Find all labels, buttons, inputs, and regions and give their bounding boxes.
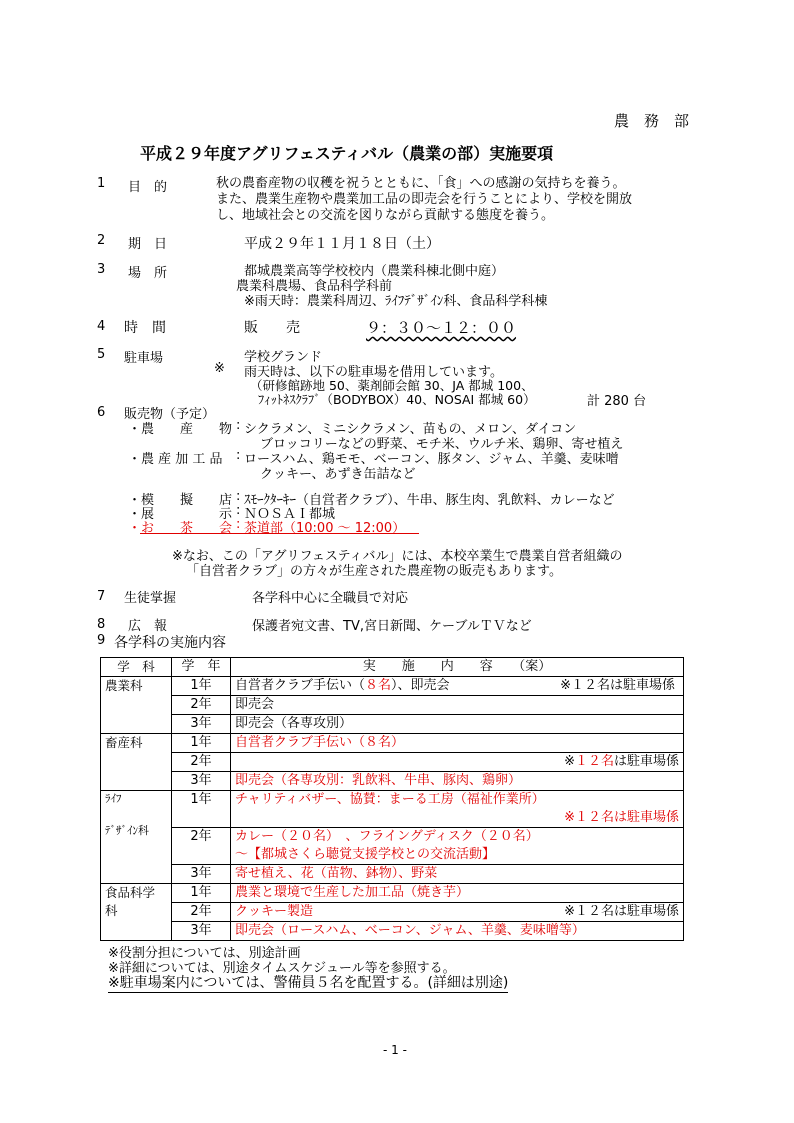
s5-lots1: （研修館跡地 50、薬剤師会館 30、JA 都城 100、 bbox=[250, 378, 534, 393]
s6-colon: : bbox=[236, 517, 241, 532]
content-cell: 即売会 bbox=[231, 696, 684, 715]
s1-num: 1 bbox=[97, 176, 106, 191]
s8-num: 8 bbox=[97, 617, 106, 632]
header-content: 実 施 内 容 （案） bbox=[231, 658, 684, 677]
dept-livestock: 畜産科 bbox=[101, 734, 172, 791]
year-cell: 1年 bbox=[172, 734, 231, 753]
s6-item-value: ｽﾓｰｸﾀｰｷｰ（自営者クラブ）、牛串、豚生肉、乳飲料、カレーなど bbox=[244, 493, 615, 508]
s9-num: 9 bbox=[97, 633, 106, 648]
s3-label: 場 所 bbox=[128, 266, 168, 281]
s6-item-value: ＮＯＳＡＩ都城 bbox=[244, 507, 336, 522]
table-row bbox=[101, 772, 684, 791]
year-cell: 1年 bbox=[172, 677, 231, 696]
content-cell: 即売会（ロースハム、ベーコン、ジャム、羊羹、麦味噌等） bbox=[231, 922, 684, 941]
s6-tea-name: お 茶 会 bbox=[141, 521, 233, 536]
year-cell: 2年 bbox=[172, 903, 231, 922]
s4-label: 時 間 bbox=[124, 320, 166, 336]
s8-value: 保護者宛文書、TV,宮日新聞、ケーブルＴＶなど bbox=[252, 619, 532, 634]
s6-item-bullet: ・ bbox=[128, 493, 142, 508]
s6-tea-value: 茶道部（10:00 ～ 12:00） bbox=[244, 521, 406, 536]
s3-line1: 都城農業高等学校校内（農業科棟北側中庭） bbox=[244, 264, 505, 279]
s6-item-value2: ブロッコリーなどの野菜、モチ米、ウルチ米、鶏卵、寄せ植え bbox=[260, 437, 624, 452]
content-cell: 即売会（各専攻別：乳飲料、牛串、豚肉、鶏卵） bbox=[231, 772, 684, 791]
s6-colon: : bbox=[236, 448, 241, 463]
s6-item-name: 農 産 物 bbox=[141, 422, 233, 437]
s6-colon: : bbox=[236, 503, 241, 518]
year-cell: 2年 bbox=[172, 753, 231, 772]
s7-label: 生徒掌握 bbox=[124, 591, 177, 606]
dept-food-line1: 食品科学 bbox=[105, 885, 156, 900]
footer-note-2: ※詳細については、別途タイムスケジュール等を参照する。 bbox=[108, 961, 456, 976]
dept-label: 農 務 部 bbox=[614, 112, 690, 130]
year-cell: 1年 bbox=[172, 884, 231, 903]
s5-total: 計 280 台 bbox=[587, 394, 647, 409]
table-row bbox=[101, 734, 684, 753]
s2-num: 2 bbox=[97, 233, 106, 248]
s6-item-value: ロースハム、鶏モモ、ベーコン、豚タン、ジャム、羊羹、麦味噌 bbox=[244, 452, 619, 467]
s6-colon: : bbox=[236, 418, 241, 433]
s3-line3: ※雨天時：農業科周辺、ﾗｲﾌﾃﾞｻﾞｲﾝ科、食品科学科棟 bbox=[244, 294, 548, 309]
table-header-row bbox=[101, 658, 684, 677]
s8-label: 広 報 bbox=[128, 619, 168, 634]
page-number: - 1 - bbox=[383, 1043, 407, 1057]
s6-label: 販売物（予定） bbox=[124, 407, 216, 422]
page-title: 平成２９年度アグリフェスティバル（農業の部）実施要項 bbox=[140, 144, 554, 163]
table-row bbox=[101, 791, 684, 828]
s4-sub: 販 売 bbox=[244, 320, 300, 336]
content-cell: カレー（２０名） 、フライングディスク（２０名） ～【都城さくら聴覚支援学校との交流活動】 bbox=[231, 828, 684, 865]
s6-item-value2: クッキー、あずき缶詰など bbox=[260, 467, 416, 482]
year-cell: 3年 bbox=[172, 922, 231, 941]
dept-food-line2: 科 bbox=[105, 903, 118, 918]
s5-note: 雨天時は、以下の駐車場を借用しています。 bbox=[244, 365, 503, 380]
year-cell: 2年 bbox=[172, 828, 231, 865]
year-cell: 1年 bbox=[172, 791, 231, 828]
content-cell: 寄せ植え、花（苗物、鉢物）、野菜 bbox=[231, 865, 684, 884]
s6-item-value: シクラメン、ミニシクラメン、苗もの、メロン、ダイコン bbox=[244, 422, 577, 437]
dept-life-line2: ﾃﾞｻﾞｲﾝ科 bbox=[105, 824, 149, 837]
table-row bbox=[101, 922, 684, 941]
year-cell: 3年 bbox=[172, 715, 231, 734]
s7-num: 7 bbox=[97, 589, 106, 604]
content-cell: 即売会（各専攻別） bbox=[231, 715, 684, 734]
content-cell: 自営者クラブ手伝い（８名）、即売会 ※１２名は駐車場係 bbox=[231, 677, 684, 696]
s1-line1: 秋の農畜産物の収穫を祝うとともに、「食」への感謝の気持ちを養う。 bbox=[216, 176, 626, 191]
table-row bbox=[101, 903, 684, 922]
dept-agri: 農業科 bbox=[101, 677, 172, 734]
s6-note1: ※なお、この「アグリフェスティバル」には、本校卒業生で農業自営者組織の bbox=[172, 549, 623, 564]
year-cell: 3年 bbox=[172, 865, 231, 884]
s6-item-name: 模 擬 店 bbox=[141, 493, 233, 508]
table-row bbox=[101, 884, 684, 903]
dept-life-line1: ﾗｲﾌ bbox=[105, 792, 122, 805]
table-row bbox=[101, 753, 684, 772]
table-row bbox=[101, 677, 684, 696]
s3-num: 3 bbox=[97, 262, 106, 277]
s5-note-mark: ※ bbox=[214, 361, 225, 376]
content-cell: チャリティバザー、協賛：まーる工房（福祉作業所） ※１２名は駐車場係 bbox=[231, 791, 684, 828]
table-row bbox=[101, 865, 684, 884]
schedule-table bbox=[100, 657, 684, 941]
s1-line2: また、農業生産物や農業加工品の即売会を行うことにより、学校を開放 bbox=[216, 192, 633, 207]
s1-label: 目 的 bbox=[128, 180, 168, 195]
s6-num: 6 bbox=[97, 405, 106, 420]
content-cell: 自営者クラブ手伝い（８名） bbox=[231, 734, 684, 753]
s6-item-bullet: ・ bbox=[128, 507, 142, 522]
s6-tea-bullet: ・ bbox=[128, 521, 142, 536]
content-cell: 農業と環境で生産した加工品（焼き芋） bbox=[231, 884, 684, 903]
s3-line2: 農業科農場、食品科学科前 bbox=[236, 279, 393, 294]
year-cell: 2年 bbox=[172, 696, 231, 715]
s2-label: 期 日 bbox=[128, 237, 168, 252]
s5-label: 駐車場 bbox=[124, 351, 164, 366]
s6-colon: : bbox=[236, 489, 241, 504]
s4-time: ９：３０～１２：００ bbox=[366, 319, 517, 337]
s5-value: 学校グランド bbox=[244, 350, 323, 365]
s9-label: 各学科の実施内容 bbox=[114, 635, 226, 651]
table-row bbox=[101, 696, 684, 715]
s5-lots2: ﾌｨｯﾄﾈｽｸﾗﾌﾞ（BODYBOX）40、NOSAI 都城 60） bbox=[258, 392, 536, 407]
header-dept: 学 科 bbox=[101, 658, 172, 677]
dept-food bbox=[101, 884, 172, 941]
header-year: 学 年 bbox=[172, 658, 231, 677]
s6-item-name: 展 示 bbox=[141, 507, 233, 522]
year-cell: 3年 bbox=[172, 772, 231, 791]
content-cell: クッキー製造 ※１２名は駐車場係 bbox=[231, 903, 684, 922]
s6-item-name: 農 産 加 工 品 bbox=[141, 452, 223, 467]
footer-note-1: ※役割分担については、別途計画 bbox=[108, 946, 301, 961]
dept-life bbox=[101, 791, 172, 884]
s5-num: 5 bbox=[97, 347, 106, 362]
s6-note2: 「自営者クラブ」の方々が生産された農産物の販売もあります。 bbox=[186, 564, 562, 579]
table-row bbox=[101, 828, 684, 865]
table-row bbox=[101, 715, 684, 734]
s2-value: 平成２９年１１月１８日（土） bbox=[244, 236, 440, 252]
footer-note-3: ※駐車場案内については、警備員５名を配置する。(詳細は別途) bbox=[108, 972, 508, 993]
s1-line3: し、地域社会との交流を図りながら貢献する態度を養う。 bbox=[216, 208, 555, 223]
s4-num: 4 bbox=[97, 319, 106, 334]
content-cell: ※１２名は駐車場係 bbox=[231, 753, 684, 772]
s6-item-bullet: ・ bbox=[128, 452, 142, 467]
s7-value: 各学科中心に全職員で対応 bbox=[252, 591, 409, 606]
s6-item-bullet: ・ bbox=[128, 422, 142, 437]
